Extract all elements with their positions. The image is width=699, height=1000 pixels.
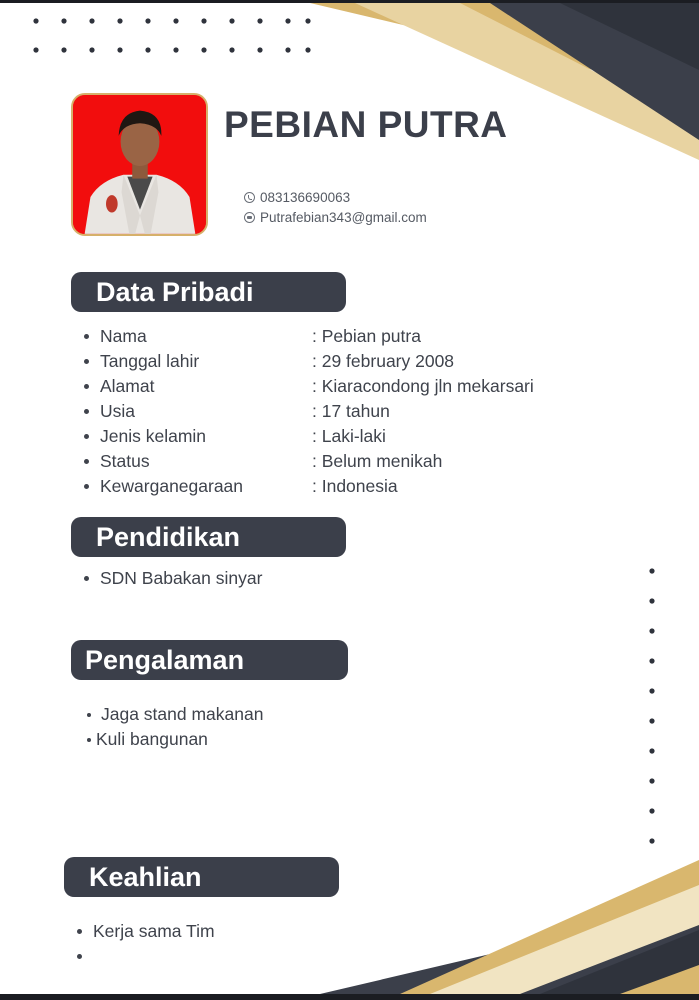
section-header-pengalaman: Pengalaman: [71, 640, 348, 680]
pendidikan-list: [100, 566, 500, 591]
list-item: Kerja sama Tim: [93, 919, 493, 944]
data-pribadi-list: [100, 324, 600, 499]
email-address: Putrafebian343@gmail.com: [260, 210, 427, 225]
list-item: SDN Babakan sinyar: [100, 566, 500, 591]
list-item: Kewarganegaraan : Indonesia: [100, 474, 600, 499]
dots-pattern-top: [24, 14, 324, 58]
mail-icon: [244, 212, 255, 223]
phone-icon: [244, 192, 255, 203]
list-item: Jenis kelamin : Laki-laki: [100, 424, 600, 449]
pengalaman-list: [85, 702, 485, 752]
list-item: Usia : 17 tahun: [100, 399, 600, 424]
keahlian-list: [93, 919, 493, 969]
list-item: Nama : Pebian putra: [100, 324, 600, 349]
list-item: [93, 944, 493, 969]
profile-photo: [71, 93, 208, 236]
bottom-border: [0, 994, 699, 1000]
list-item: Alamat : Kiaracondong jln mekarsari: [100, 374, 600, 399]
list-item: Status : Belum menikah: [100, 449, 600, 474]
section-header-pendidikan: Pendidikan: [71, 517, 346, 557]
list-item: Tanggal lahir : 29 february 2008: [100, 349, 600, 374]
list-item: Jaga stand makanan: [85, 702, 485, 727]
phone-number: 083136690063: [260, 190, 351, 205]
dots-pattern-right: [644, 563, 674, 853]
phone-contact: [244, 190, 350, 205]
person-photo-icon: [73, 95, 206, 234]
section-header-keahlian: Keahlian: [64, 857, 339, 897]
list-item: Kuli bangunan: [85, 727, 485, 752]
email-contact: [244, 210, 427, 225]
section-header-data-pribadi: Data Pribadi: [71, 272, 346, 312]
full-name: PEBIAN PUTRA: [224, 104, 508, 145]
